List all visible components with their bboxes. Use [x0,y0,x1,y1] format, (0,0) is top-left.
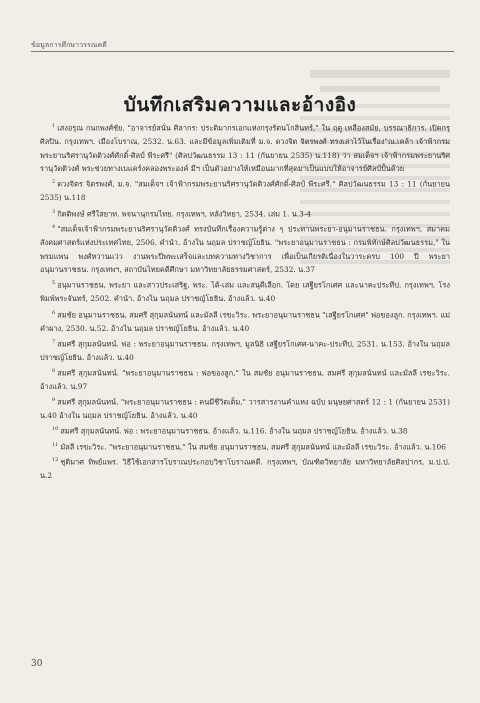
note-number: 6 [52,309,56,316]
note-text: ชุติมาศ ทิพย์แพร. วิธีใช้เอกสารโบราณประกอบวิชาโบราณคดี. กรุงเทพฯ, บัณฑิตวิทยาลัย มหาวิทยาลัยศิลปากร, ม.ป.ป. น.2 [40,457,450,481]
note-item [40,336,450,365]
note-text: มัลลี เรขะวิระ. "พระยาอนุมานราชธน," ใน สมชัย อนุมานราชธน, สมศรี สุกุมลนันทน์ และมัลลี เรขะวิระ. อ้างแล้ว. น.106 [60,442,446,452]
note-number: 12 [52,457,59,464]
note-text: สมศรี สุกุมลนันทน์. "พระยาอนุมานราชธน : คนมีชีวิตเต็ม," วารสารงานคำแหง ฉบับ มนุษยศาสตร์ 12 : 1 (กันยายน 2531) น.40 อ้างใน นฤมล ปราชญ์โยธิน. อ้างแล้ว. น.40 [40,397,450,421]
note-number: 10 [52,426,59,433]
note-text: "สมเด็จเจ้าฟ้ากรมพระยานริศรานุวัดติวงศ์ ทรงบันทึกเรื่องความรู้ต่าง ๆ ประทานพระยา-อนุมานราชธน. กรุงเทพฯ, สมาคมสังคมศาสตร์แห่งประเทศไทย, 2506. คำนำ. อ้างใน นฤมล ปราชญ์โยธิน. "พระยาอนุมานราชธน : กรมพิทักษ์ศิลปวัฒนธรรม," ใน พรมแพน พงศ์หวานแว่ว งานพระปีพพะเสร็จและบทความทางวิชาการ เพื่อเป็นเกียรติเนื่องในวาระครบ 100 ปี พระยาอนุมานราชธน. กรุงเทพฯ, สถาบันไทยคดีศึกษา มหาวิทยาลัยธรรมศาสตร์, 2532. น.37 [40,224,450,275]
page-number: 30 [31,659,43,669]
note-item [40,176,450,205]
note-text: สมชัย อนุมานราชธน, สมศรี สุกุมลนันทน์ และมัลลี เรขะวิระ. พระยาอนุมานราชธน "เสฐียรโกเศศ" พ่อของลูก. กรุงเทพฯ. แม่คำผาง, 2530. น.52. อ้างใน นฤมล ปราชญ์โยธิน. อ้างแล้ว. น.40 [40,310,450,333]
note-number: 1 [52,123,56,129]
note-text: ดวงจิตร จิตรพงศ์, ม.จ. "สมเด็จฯ เจ้าฟ้ากรมพระยานริศรานุวัดติวงศ์ศักดิ์-ศิลป์ พีระศรี." ศิลปวัฒนธรรม 13 : 11 (กันยายน 2535) น.118 [40,179,450,203]
note-item [40,206,450,221]
note-item [40,120,450,176]
note-text: เสงอรุณ กนกพงศ์ชัย. "อาจารย์สนั่น ศิลากร: ประติมากรเอกแห่งกรุงรัตนโกสินทร์," ใน ฤดู เหลืองสมัย, บรรณาธิการ. เปิดกรุศิลปิน. กรุงเทพฯ. เมืองโบราณ, 2532. น.63. และมีข้อมูลเพิ่มเติมที่ ม.จ. ดวงจิต จิตรพงศ์ ทรงเล่าไว้ในเรื่อง"ณ.เคล้า เจ้าฟ้ากรมพระยานริศรานุวัดติวงศ์ศักดิ์-ศิลป์ พีระศรี" (ศิลปวัฒนธรรม 13 : 11 (กันยายน 2535) น.118) ว่า สมเด็จฯ เจ้าฟ้ากรมพระยานริศรานุวัดติวงศ์ พระช่วยทางเบแคร์งคลองพระองค์ มีฯ เป็นตัวอย่างให้เหมือนมากที่สุดมาเป็นแบบให้อาจารย์ศิลป์ปั้นด้วย [40,123,450,174]
note-item [40,365,450,394]
note-text: กิตติพงษ์ ศรีใสยาท. พจนานุกรมไทย. กรุงเทพฯ, หลังวิทยา, 2534. เล่ม 1. น.3-4 [57,208,312,218]
note-item [40,439,450,454]
note-item [40,454,450,483]
note-item [40,221,450,277]
note-text: สมศรี สุกุมลนันทน์. "พระยาอนุมานราชธน : พ่อของลูก," ใน สมชัย อนุมานราชธน, สมศรี สุกุมลนันทน์ และมัลลี เรขะวิระ. อ้างแล้ว. น.97 [40,368,450,391]
note-number: 7 [52,338,56,345]
note-text: สมศรี สุกุมลนันทน์. พ่อ : พระยาอนุมานราชธน. กรุงเทพฯ, มูลนิธิ เสฐียรโกเศศ-นาคะ-ประทีป, 2531. น.153. อ้างใน นฤมล ปราชญ์โยธิน. อ้างแล้ว. น.40 [40,339,450,362]
note-text: สมศรี สุกุมลนันทน์. พ่อ : พระยาอนุมานราชธน. อ้างแล้ว. น.116. อ้างใน นฤมล ปราชญ์โยธิน. อ้างแล้ว. น.38 [60,426,408,436]
note-text: อนุมานราชธน, พระยา และสาวประเสริฐ, พระ. ไต้-เล่ม และสนุดีเลือก. โดย เสฐียรโกเศศ และนาคะประทีป. กรุงเทพฯ, โรงพิมพ์พระจันทร์, 2502. คำนำ. อ้างใน นฤมล ปราชญ์โยธิน. อ้างแล้ว. น.40 [40,280,450,304]
note-number: 4 [52,224,56,231]
note-number: 2 [52,179,56,186]
note-item [40,394,450,423]
running-header: ข้อมูลการศึกษาวรรณคดี [31,41,107,49]
note-item [40,307,450,336]
note-item [40,277,450,306]
note-number: 11 [52,441,59,448]
header-rule [31,51,454,52]
notes-list [40,120,450,483]
note-number: 8 [52,367,56,374]
note-number: 3 [52,208,56,215]
note-item [40,423,450,438]
page-title: บันทึกเสริมความและอ้างอิง [123,94,357,116]
note-number: 9 [52,397,56,404]
note-number: 5 [52,280,56,287]
